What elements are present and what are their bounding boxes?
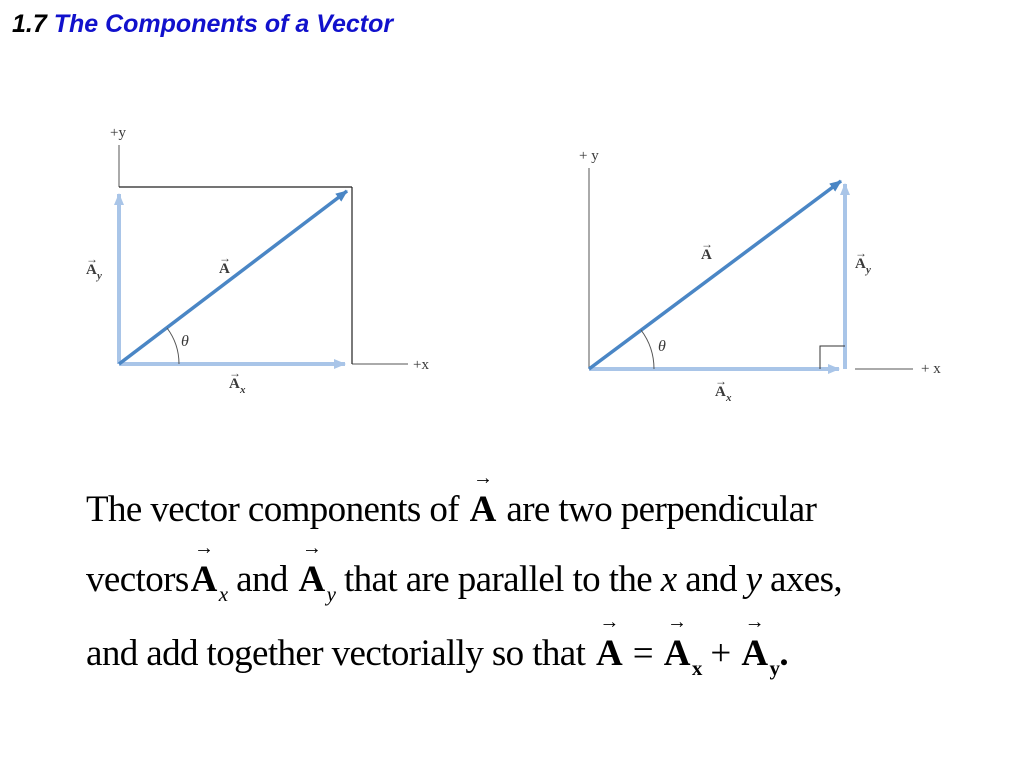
left-ax-sub: x — [240, 384, 246, 396]
left-ax-arrow-mark: → — [229, 366, 241, 380]
section-number: 1.7 — [12, 10, 47, 38]
line2-end: axes, — [770, 559, 843, 600]
left-angle-label: θ — [181, 333, 189, 350]
eq-vector-ay: → A — [741, 611, 768, 674]
left-ay-label: A — [86, 262, 97, 278]
vector-ax-symbol: → A — [190, 537, 217, 600]
right-vector-a-arrow — [589, 181, 841, 369]
left-vector-a-label: A — [219, 261, 230, 277]
right-y-axis-label: + y — [579, 148, 599, 164]
right-ax-label: A — [715, 384, 726, 400]
right-angle-label: θ — [658, 338, 666, 355]
right-vector-a-label: A — [701, 247, 712, 263]
right-ax-sub: x — [726, 392, 732, 404]
line2-mid: that are parallel to the — [343, 559, 653, 600]
vector-a-symbol: → A — [469, 467, 496, 530]
left-x-axis-label: +x — [413, 357, 429, 373]
y-word: y — [745, 559, 762, 600]
left-ay-arrow-mark: → — [86, 252, 98, 266]
eq-sub-y: y — [769, 656, 780, 680]
left-ay-sub: y — [97, 270, 102, 282]
title-text: The Components of a Vector — [53, 10, 394, 38]
right-angle-arc — [641, 330, 654, 369]
eq-vector-ax: → A — [663, 611, 690, 674]
line2-and: and — [685, 559, 737, 600]
paragraph-line-2 — [86, 537, 843, 606]
eq-sub-x: x — [691, 656, 702, 680]
paragraph-line-3 — [86, 611, 788, 680]
left-vector-a-arrow-mark: → — [219, 251, 231, 265]
left-angle-arc — [167, 328, 179, 364]
right-ay-sub: y — [866, 264, 871, 276]
and-word: and — [236, 559, 288, 600]
right-ay-label: A — [855, 256, 866, 272]
right-ax-arrow-mark: → — [715, 374, 727, 388]
left-y-axis-label: +y — [110, 125, 126, 141]
sub-x: x — [218, 582, 228, 606]
right-x-axis-label: + x — [921, 361, 941, 377]
line1-text: The vector components of — [86, 489, 459, 530]
sub-y: y — [326, 582, 336, 606]
x-word: x — [660, 559, 677, 600]
equals-sign: = — [632, 633, 654, 674]
left-ax-label: A — [229, 376, 240, 392]
right-ay-arrow-mark: → — [855, 246, 867, 260]
line1-end: are two perpendicular — [506, 489, 817, 530]
right-vector-a-arrow-mark: → — [701, 237, 713, 251]
line2-start: vectors — [86, 559, 189, 600]
right-angle-marker — [820, 346, 845, 369]
plus-sign: + — [710, 633, 731, 674]
left-figure — [86, 125, 429, 396]
eq-vector-a: → A — [595, 611, 623, 674]
paragraph-line-1 — [86, 467, 817, 536]
vector-ay-symbol: → A — [298, 537, 325, 600]
right-figure — [579, 148, 941, 404]
line3-start: and add together vectorially so that — [86, 633, 586, 674]
period: . — [779, 633, 788, 674]
left-vector-a-arrow — [119, 191, 347, 364]
